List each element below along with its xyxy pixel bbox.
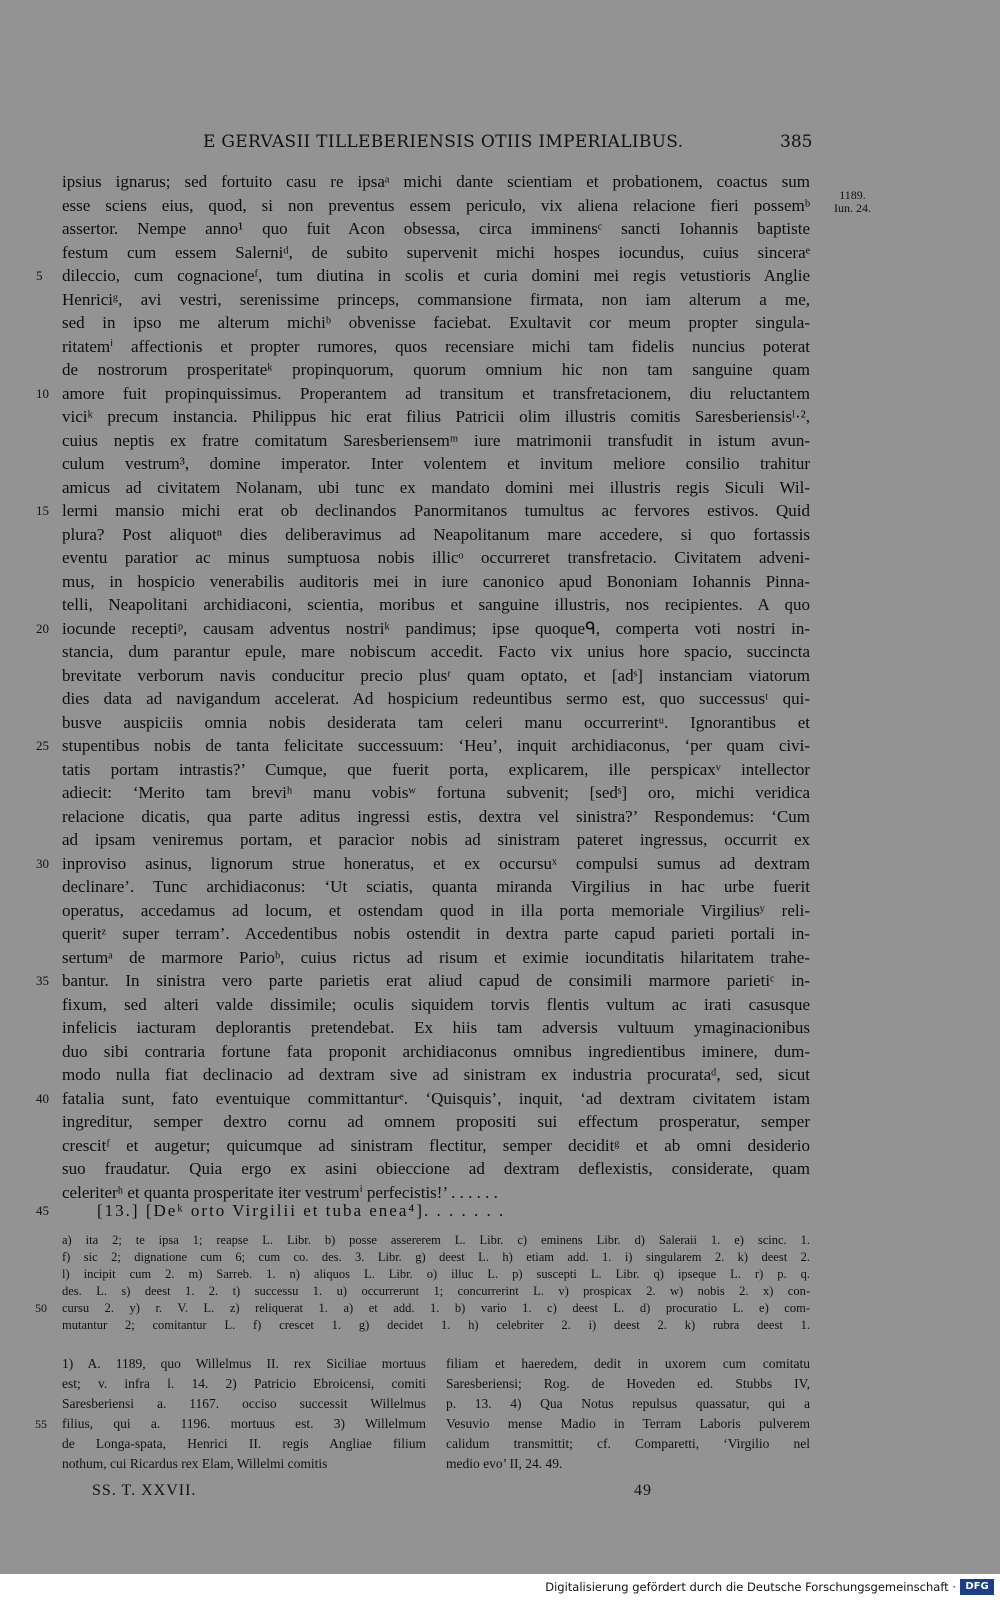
footnote-right-line (446, 1454, 810, 1474)
main-text-line (62, 993, 810, 1017)
footnote-right-line (446, 1414, 810, 1434)
apparatus-line-text: l) incipit cum 2. m) Sarreb. 1. n) aliquos L. Libr. o) illuc L. p) suscepti L. Libr. q) ipseque L. r) p. q. (62, 1267, 810, 1281)
footnote-left-line-text: est; v. infra l. 14. 2) Patricio Ebroicensi, comiti (62, 1376, 426, 1391)
main-text-line (62, 241, 810, 265)
main-text-line-text: assertor. Nempe anno¹ quo fuit Acon obsessa, circa imminensᶜ sancti Iohannis baptiste (62, 219, 810, 238)
main-text-line (62, 640, 810, 664)
main-text-line (62, 593, 810, 617)
footnote-right-line (446, 1374, 810, 1394)
footnote-left-line (62, 1454, 426, 1474)
main-text-line (62, 711, 810, 735)
main-text-line (62, 546, 810, 570)
main-text-line (36, 264, 810, 288)
main-text-line-text: modo nulla fiat declinacio ad dextram sive ad sinistram ex industria procurataᵈ, sed, sicut (62, 1065, 810, 1084)
main-text (36, 170, 810, 1204)
line-number: 5 (36, 268, 43, 283)
section-heading-line-number: 45 (36, 1203, 49, 1218)
main-text-line-text: festum cum essem Salerniᵈ, de subito supervenit michi hospes iocundus, cuius sinceraᵉ (62, 242, 810, 262)
main-text-line-text: tatis portam intrastis?’ Cumque, que fuerit porta, explicarem, ille perspicaxᵛ intellector (62, 759, 810, 779)
main-text-line (62, 405, 810, 429)
main-text-line (62, 1110, 810, 1134)
main-text-line (62, 570, 810, 594)
main-text-line-text: inproviso asinus, lignorum strue honeratus, et ex occursuˣ compulsi sumus ad dextram (62, 853, 810, 873)
footnote-right-line (446, 1354, 810, 1374)
main-text-line (62, 358, 810, 382)
line-number: 40 (36, 1090, 49, 1106)
main-text-line-text: crescitᶠ et augetur; quicumque ad sinistram flectitur, semper deciditᵍ et ab omni desiderio (62, 1135, 810, 1155)
footnotes-right-column (446, 1354, 810, 1474)
apparatus-line (62, 1317, 810, 1334)
main-text-line-text: relacione dicatis, qua parte aditus ingressi estis, dextra vel sinistra?’ Respondemus: ‘Cum (62, 806, 810, 826)
main-text-line-text: amore fuit propinquissimus. Properantem ad transitum et transfretacionem, diu reluctantem (62, 383, 810, 403)
main-text-line (62, 875, 810, 899)
main-text-line-text: stancia, dum parantur epule, mare nobiscum accedit. Facto vix unius hore spacio, succincta (62, 642, 810, 661)
main-text-line-text: suo fraudatur. Quia ergo ex asini obieccione ad dextram deflexistis, considerate, quam (62, 1159, 810, 1178)
main-text-line (36, 734, 810, 758)
main-text-line (62, 311, 810, 335)
main-text-line-text: esse sciens eius, quod, si non preventus essem periculo, vix aliena relacione fieri possemᵇ (62, 195, 810, 215)
main-text-line (62, 217, 810, 241)
main-text-line-text: operatus, accedamus ad locum, et ostendam quod in illa porta memoriale Virgiliusʸ reli- (62, 900, 810, 920)
apparatus-line (62, 1266, 810, 1283)
main-text-line (36, 499, 810, 523)
main-text-line (62, 828, 810, 852)
line-number: 35 (36, 973, 49, 988)
main-text-line (62, 288, 810, 312)
section-heading: [13.] [Deᵏ orto Virgilii et tuba enea⁴]. . . . . . . (97, 1201, 506, 1220)
main-text-line-text: cuius neptis ex fratre comitatum Saresberiensemᵐ iure matrimonii transfudit in istum avun- (62, 430, 810, 450)
footnote-right-line-text: medio evo’ II, 24. 49. (446, 1456, 563, 1471)
footnote-left-line (62, 1374, 426, 1394)
main-text-line (62, 922, 810, 946)
margin-date-day: Iun. 24. (834, 201, 871, 215)
footnote-right-line (446, 1394, 810, 1414)
main-text-line-text: queritᶻ super terram’. Accedentibus nobis ostendit in dextra parte capud parieti portali in- (62, 924, 810, 943)
apparatus-line (35, 1300, 810, 1317)
footnote-left-line-text: 1) A. 1189, quo Willelmus II. rex Siciliae mortuus (62, 1356, 426, 1371)
critical-apparatus (35, 1232, 810, 1334)
footnote-right-line (446, 1434, 810, 1454)
main-text-line (62, 758, 810, 782)
footnote-left-line (35, 1414, 426, 1434)
footnote-right-line-text: filiam et haeredem, dedit in uxorem cum comitatu (446, 1356, 810, 1371)
apparatus-line-text: des. L. s) deest 1. 2. t) successu 1. u) occurrerunt 1; concurrerint L. v) prospicax 2. w) nobis 2. x) con- (62, 1284, 810, 1298)
apparatus-line (62, 1249, 810, 1266)
footnote-left-line (62, 1434, 426, 1454)
line-number: 55 (35, 1417, 47, 1431)
line-number: 10 (36, 385, 49, 401)
main-text-line (62, 523, 810, 547)
main-text-line (62, 170, 810, 194)
dfg-logo: DFG (960, 1579, 994, 1595)
main-text-line-text: iocunde receptiᵖ, causam adventus nostriᵏ pandimus; ipse quoqueᑫ, comperta voti nostri in- (62, 618, 810, 638)
main-text-line-text: dies data ad navigandum accelerat. Ad hospicium redeuntibus sermo est, quo successusᵗ qui- (62, 689, 810, 708)
footnote-left-line-text: de Longa-spata, Henrici II. regis Angliae filium (62, 1436, 426, 1451)
main-text-line-text: plura? Post aliquotⁿ dies deliberavimus ad Neapolitanum mare accedere, si quo fortassis (62, 524, 810, 544)
footnote-right-line-text: p. 13. 4) Qua Notus repulsus quassatur, qui a (446, 1396, 810, 1411)
main-text-line-text: brevitate verborum navis conducitur precio plusʳ quam optato, et [adˢ] instanciam viatorum (62, 665, 810, 685)
main-text-line-text: lermi mansio michi erat ob declinandos Panormitanos tumultus ac fervores estivos. Quid (62, 501, 810, 520)
main-text-line-text: culum vestrum³, domine imperator. Inter volentem et invitum meliore consilio trahitur (62, 454, 810, 473)
main-text-line-text: Henriciᵍ, avi vestri, serenissime princeps, commansione firmata, non iam alterum a me, (62, 289, 810, 309)
main-text-line-text: amicus ad civitatem Nolanam, ubi tunc ex mandato domini mei illustris regis Siculi Wil- (62, 477, 810, 497)
footnote-right-line-text: calidum transmittit; cf. Comparetti, ‘Virgilio nel (446, 1436, 810, 1451)
main-text-line (62, 1040, 810, 1064)
main-text-line (62, 1157, 810, 1181)
apparatus-line-text: a) ita 2; te ipsa 1; reapse L. Libr. b) posse assererem L. Libr. c) eminens Libr. d) Saleraii 1. e) scinc. 1. (62, 1233, 810, 1247)
main-text-line (62, 664, 810, 688)
main-text-line (62, 946, 810, 970)
main-text-line (62, 899, 810, 923)
main-text-line-text: ingreditur, semper dextro cornu ad omnem propositi sui effectum prosperatur, semper (62, 1112, 810, 1131)
main-text-line (36, 969, 810, 993)
main-text-line (62, 194, 810, 218)
main-text-line (62, 452, 810, 476)
footnote-left-line (62, 1354, 426, 1374)
main-text-line (36, 852, 810, 876)
main-text-line-text: fixum, sed alteri valde dissimile; oculis siquidem torvis flentis vultum ac irati casusque (62, 994, 810, 1014)
main-text-line-text: dileccio, cum cognacioneᶠ, tum diutina in scolis et curia domini mei regis vetustioris Anglie (62, 266, 810, 285)
footnote-left-line (62, 1394, 426, 1414)
line-number: 15 (36, 503, 49, 518)
main-text-line (36, 382, 810, 406)
footnotes-left-column (35, 1354, 426, 1474)
footnote-right-line-text: Vesuvio mense Madio in Terram Laboris pulverem (446, 1416, 810, 1431)
line-number: 30 (36, 855, 49, 871)
main-text-line (62, 781, 810, 805)
main-text-line-text: fatalia sunt, fato eventuique committanturᵉ. ‘Quisquis’, inquit, ‘ad dextram civitatem istam (62, 1088, 810, 1108)
main-text-line-text: telli, Neapolitani archidiaconi, scientia, moribus et sanguine illustris, nos recipientes. A quo (62, 595, 810, 614)
apparatus-line (62, 1283, 810, 1300)
digitization-credit-bar (0, 1574, 1000, 1600)
main-text-line (62, 1063, 810, 1087)
main-text-line (62, 1134, 810, 1158)
main-text-line-text: de nostrorum prosperitateᵏ propinquorum, quorum omnium hic non tam sanguine quam (62, 360, 810, 379)
margin-date-year: 1189. (839, 188, 866, 202)
main-text-line (36, 1087, 810, 1111)
main-text-line-text: ipsius ignarus; sed fortuito casu re ipsaᵃ michi dante scientiam et probationem, coactus sum (62, 172, 810, 191)
main-text-line-text: declinare’. Tunc archidiaconus: ‘Ut sciatis, quanta miranda Virgilius in hac urbe fuerit (62, 877, 810, 896)
main-text-line-text: sed in ipso me alterum michiᵇ obvenisse faciebat. Exultavit cor meum propter singula- (62, 313, 810, 332)
main-text-line-text: bantur. In sinistra vero parte parietis erat aliud capud de consimili marmore parietiᶜ in- (62, 971, 810, 990)
footnote-left-line-text: nothum, cui Ricardus rex Elam, Willelmi comitis (62, 1456, 328, 1471)
main-text-line-text: adiecit: ‘Merito tam breviʰ manu vobisʷ fortuna subvenit; [sedˢ] oro, michi veridica (62, 783, 810, 802)
main-text-line-text: stupentibus nobis de tanta felicitate successuum: ‘Heu’, inquit archidiaconus, ‘per quam civi- (62, 736, 810, 755)
apparatus-line-text: mutantur 2; comitantur L. f) crescet 1. g) decidet 1. h) celebriter 2. i) deest 2. k) rubra deest 1. (62, 1318, 810, 1332)
main-text-line (62, 1016, 810, 1040)
main-text-line-text: eventu paratior ac minus sumptuosa nobis illicᵒ occurreret transfretacio. Civitatem adveni- (62, 548, 810, 567)
apparatus-line-text: cursu 2. y) r. V. L. z) reliquerat 1. a) et add. 1. b) vario 1. c) deest L. d) procuratio L. e) com- (62, 1301, 810, 1315)
main-text-line-text: duo sibi contraria fortune fata proponit archidiaconus omnibus ingredientibus iminere, dum- (62, 1041, 810, 1061)
margin-date (834, 189, 871, 215)
footnote-left-line-text: filius, qui a. 1196. mortuus est. 3) Willelmum (62, 1416, 426, 1431)
apparatus-line-text: f) sic 2; dignatione cum 6; cum co. des. 3. Libr. g) deest L. h) etiam add. 1. i) singularem 2. k) deest 2. (62, 1250, 810, 1264)
line-number: 20 (36, 620, 49, 636)
main-text-line (62, 476, 810, 500)
main-text-line-text: celeriterʰ et quanta prosperitate iter vestrumⁱ perfecistis!’ . . . . . . (62, 1182, 498, 1202)
main-text-line-text: infelicis iacturam deplorantis pretendebat. Ex hiis tam adversis vultuum ymaginacionibus (62, 1018, 810, 1037)
main-text-line-text: viciᵏ precum instancia. Philippus hic erat filius Patricii olim illustris comitis Saresberiensisˡ·², (62, 407, 810, 426)
main-text-line-text: ad ipsam veniremus portam, et paracior nobis ad sinistram pateret ingressus, occurrit ex (62, 830, 810, 849)
main-text-line (62, 429, 810, 453)
apparatus-line (62, 1232, 810, 1249)
footnote-right-line-text: Saresberiensi; Rog. de Hoveden ed. Stubbs IV, (446, 1376, 810, 1391)
main-text-line-text: mus, in hospicio venerabilis auditoris mei in iure canonico apud Bononiam Iohannis Pinna- (62, 571, 810, 591)
sheet-signature: 49 (634, 1482, 652, 1499)
line-number: 50 (35, 1301, 47, 1315)
main-text-line-text: sertumᵃ de marmore Parioᵇ, cuius rictus ad risum et eximie iocunditatis hilaritatem trahe- (62, 947, 810, 967)
main-text-line (62, 687, 810, 711)
running-header-title: E GERVASII TILLEBERIENSIS OTIIS IMPERIALIBUS. (203, 132, 684, 152)
page-number: 385 (780, 132, 813, 152)
main-text-line-text: busve auspiciis omnia nobis desiderata tam celeri manu occurrerintᵘ. Ignorantibus et (62, 712, 810, 732)
digitization-credit-text: Digitalisierung gefördert durch die Deutsche Forschungsgemeinschaft · (545, 1580, 956, 1594)
volume-signature: SS. T. XXVII. (92, 1482, 197, 1499)
main-text-line (62, 335, 810, 359)
main-text-line (62, 805, 810, 829)
main-text-line-text: ritatemⁱ affectionis et propter rumores, quos recensiare michi tam fidelis nuncius poterat (62, 336, 810, 356)
line-number: 25 (36, 738, 49, 753)
main-text-line (36, 617, 810, 641)
footnote-left-line-text: Saresberiensi a. 1167. occiso successit Willelmus (62, 1396, 426, 1411)
